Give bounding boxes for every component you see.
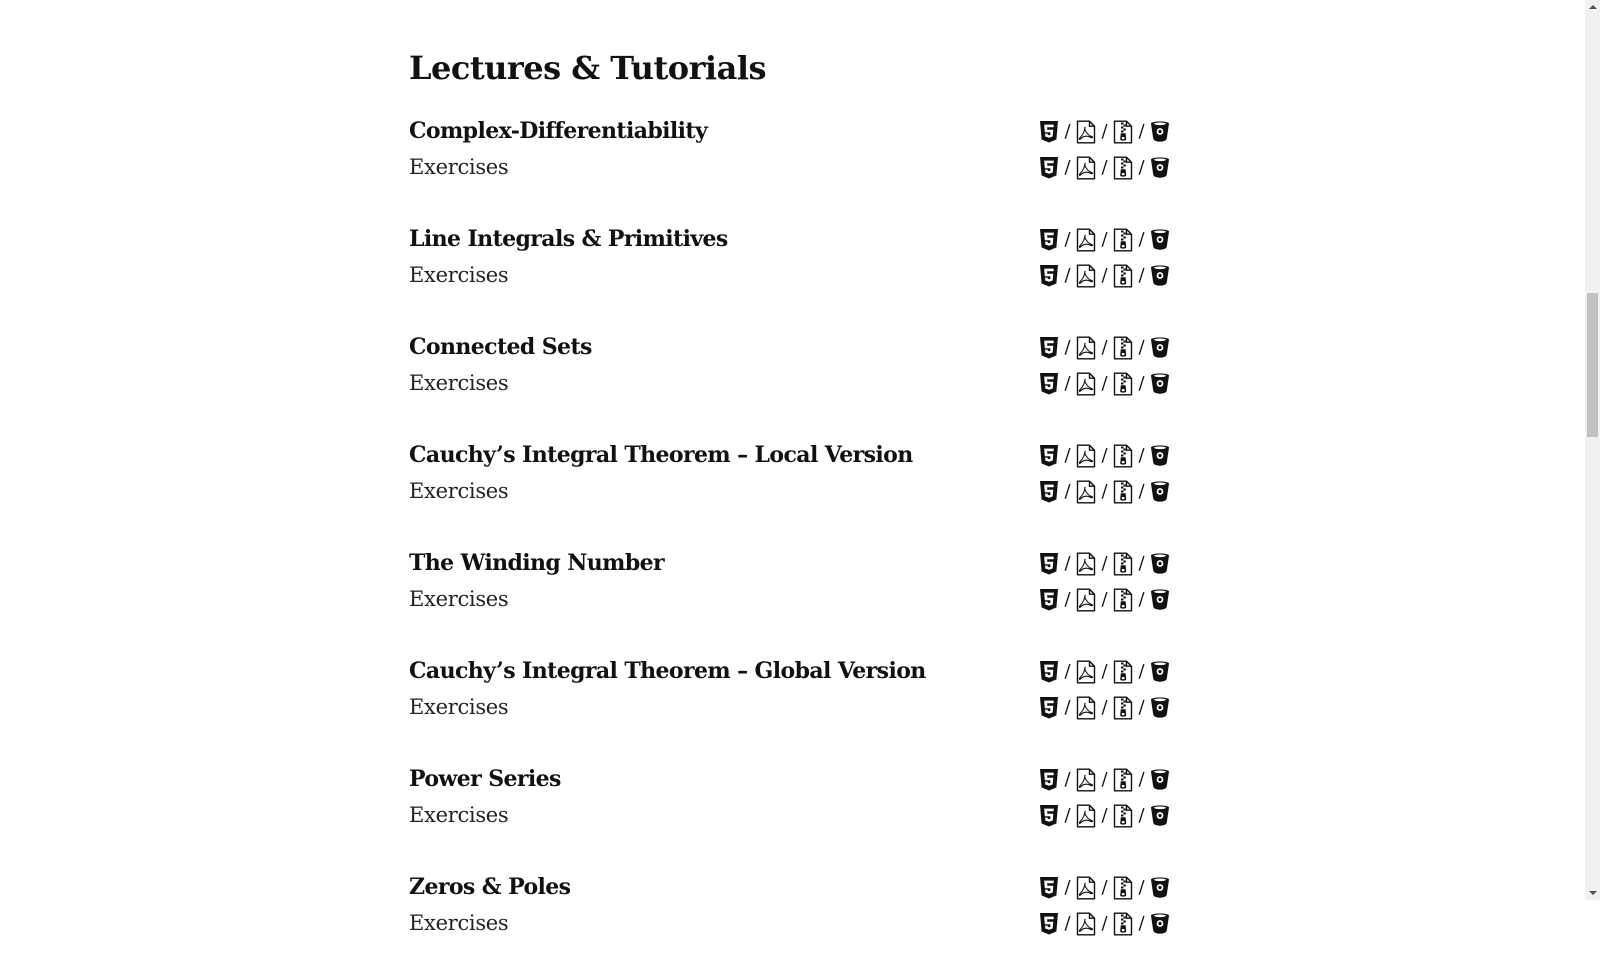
lecture-download-links [1038, 444, 1171, 468]
bitbucket-icon[interactable] [1149, 876, 1171, 900]
zip-archive-icon[interactable] [1112, 588, 1134, 612]
link-separator: / [1064, 445, 1071, 466]
link-separator: / [1138, 769, 1145, 790]
lecture-row [409, 653, 1174, 689]
exercises-link[interactable]: Exercises [409, 695, 509, 719]
link-separator: / [1101, 481, 1108, 502]
bitbucket-icon[interactable] [1149, 156, 1171, 180]
html5-icon[interactable] [1038, 264, 1060, 288]
lecture-title: Power Series [409, 766, 561, 792]
link-separator: / [1064, 913, 1071, 934]
zip-archive-icon[interactable] [1112, 912, 1134, 936]
bitbucket-icon[interactable] [1149, 660, 1171, 684]
html5-icon[interactable] [1038, 912, 1060, 936]
link-separator: / [1138, 157, 1145, 178]
lecture-entry [409, 329, 1174, 437]
html5-icon[interactable] [1038, 804, 1060, 828]
lecture-entry [409, 113, 1174, 221]
bitbucket-icon[interactable] [1149, 336, 1171, 360]
lecture-title: Cauchy’s Integral Theorem – Local Version [409, 442, 913, 468]
html5-icon[interactable] [1038, 588, 1060, 612]
lecture-title: Connected Sets [409, 334, 592, 360]
lecture-entry [409, 437, 1174, 545]
exercises-row [409, 689, 1174, 725]
zip-archive-icon[interactable] [1112, 120, 1134, 144]
pdf-file-icon[interactable] [1075, 552, 1097, 576]
link-separator: / [1064, 769, 1071, 790]
bitbucket-icon[interactable] [1149, 444, 1171, 468]
exercises-download-links [1038, 372, 1171, 396]
bitbucket-icon[interactable] [1149, 228, 1171, 252]
pdf-file-icon[interactable] [1075, 480, 1097, 504]
zip-archive-icon[interactable] [1112, 480, 1134, 504]
lecture-download-links [1038, 660, 1171, 684]
vertical-scrollbar[interactable] [1585, 0, 1600, 900]
lecture-row [409, 329, 1174, 365]
exercises-link[interactable]: Exercises [409, 371, 509, 395]
lecture-list [409, 113, 1174, 977]
link-separator: / [1138, 121, 1145, 142]
link-separator: / [1064, 121, 1071, 142]
zip-archive-icon[interactable] [1112, 336, 1134, 360]
link-separator: / [1138, 445, 1145, 466]
exercises-link[interactable]: Exercises [409, 479, 509, 503]
exercises-download-links [1038, 588, 1171, 612]
exercises-row [409, 365, 1174, 401]
link-separator: / [1064, 229, 1071, 250]
lecture-download-links [1038, 228, 1171, 252]
lecture-row [409, 761, 1174, 797]
scroll-up-arrow-icon[interactable] [1585, 0, 1600, 15]
link-separator: / [1064, 877, 1071, 898]
lecture-entry [409, 869, 1174, 977]
link-separator: / [1101, 157, 1108, 178]
exercises-row [409, 581, 1174, 617]
pdf-file-icon[interactable] [1075, 804, 1097, 828]
bitbucket-icon[interactable] [1149, 804, 1171, 828]
bitbucket-icon[interactable] [1149, 588, 1171, 612]
lecture-download-links [1038, 552, 1171, 576]
lecture-entry [409, 761, 1174, 869]
exercises-link[interactable]: Exercises [409, 263, 509, 287]
link-separator: / [1064, 805, 1071, 826]
pdf-file-icon[interactable] [1075, 444, 1097, 468]
exercises-row [409, 797, 1174, 833]
link-separator: / [1138, 661, 1145, 682]
pdf-file-icon[interactable] [1075, 228, 1097, 252]
link-separator: / [1101, 877, 1108, 898]
link-separator: / [1138, 229, 1145, 250]
link-separator: / [1064, 337, 1071, 358]
zip-archive-icon[interactable] [1112, 228, 1134, 252]
link-separator: / [1138, 481, 1145, 502]
link-separator: / [1101, 121, 1108, 142]
exercises-link[interactable]: Exercises [409, 803, 509, 827]
zip-archive-icon[interactable] [1112, 696, 1134, 720]
zip-archive-icon[interactable] [1112, 804, 1134, 828]
zip-archive-icon[interactable] [1112, 552, 1134, 576]
html5-icon[interactable] [1038, 660, 1060, 684]
exercises-download-links [1038, 912, 1171, 936]
link-separator: / [1064, 697, 1071, 718]
link-separator: / [1101, 589, 1108, 610]
section-heading: Lectures & Tutorials [409, 49, 766, 87]
link-separator: / [1064, 661, 1071, 682]
lecture-title: Cauchy’s Integral Theorem – Global Version [409, 658, 926, 684]
link-separator: / [1101, 337, 1108, 358]
zip-archive-icon[interactable] [1112, 660, 1134, 684]
lecture-row [409, 221, 1174, 257]
zip-archive-icon[interactable] [1112, 372, 1134, 396]
lecture-row [409, 545, 1174, 581]
link-separator: / [1101, 697, 1108, 718]
link-separator: / [1101, 553, 1108, 574]
link-separator: / [1138, 589, 1145, 610]
exercises-row [409, 905, 1174, 941]
bitbucket-icon[interactable] [1149, 696, 1171, 720]
bitbucket-icon[interactable] [1149, 120, 1171, 144]
link-separator: / [1064, 265, 1071, 286]
lecture-download-links [1038, 120, 1171, 144]
link-separator: / [1101, 265, 1108, 286]
html5-icon[interactable] [1038, 552, 1060, 576]
lecture-title: The Winding Number [409, 550, 665, 576]
lecture-row [409, 113, 1174, 149]
exercises-row [409, 149, 1174, 185]
link-separator: / [1138, 337, 1145, 358]
exercises-row [409, 257, 1174, 293]
exercises-download-links [1038, 804, 1171, 828]
html5-icon[interactable] [1038, 228, 1060, 252]
zip-archive-icon[interactable] [1112, 444, 1134, 468]
lecture-title: Complex-Differentiability [409, 118, 708, 144]
pdf-file-icon[interactable] [1075, 588, 1097, 612]
bitbucket-icon[interactable] [1149, 264, 1171, 288]
lecture-download-links [1038, 876, 1171, 900]
pdf-file-icon[interactable] [1075, 768, 1097, 792]
link-separator: / [1138, 805, 1145, 826]
link-separator: / [1138, 697, 1145, 718]
exercises-download-links [1038, 696, 1171, 720]
exercises-link[interactable]: Exercises [409, 155, 509, 179]
link-separator: / [1138, 877, 1145, 898]
bitbucket-icon[interactable] [1149, 480, 1171, 504]
link-separator: / [1101, 805, 1108, 826]
exercises-download-links [1038, 264, 1171, 288]
bitbucket-icon[interactable] [1149, 768, 1171, 792]
lecture-download-links [1038, 336, 1171, 360]
zip-archive-icon[interactable] [1112, 876, 1134, 900]
link-separator: / [1138, 553, 1145, 574]
link-separator: / [1101, 445, 1108, 466]
lecture-entry [409, 221, 1174, 329]
link-separator: / [1064, 373, 1071, 394]
lecture-entry [409, 653, 1174, 761]
html5-icon[interactable] [1038, 696, 1060, 720]
link-separator: / [1064, 481, 1071, 502]
html5-icon[interactable] [1038, 336, 1060, 360]
html5-icon[interactable] [1038, 444, 1060, 468]
link-separator: / [1064, 589, 1071, 610]
lecture-download-links [1038, 768, 1171, 792]
lecture-entry [409, 545, 1174, 653]
html5-icon[interactable] [1038, 120, 1060, 144]
link-separator: / [1064, 157, 1071, 178]
lecture-title: Zeros & Poles [409, 874, 571, 900]
html5-icon[interactable] [1038, 876, 1060, 900]
exercises-link[interactable]: Exercises [409, 911, 509, 935]
html5-icon[interactable] [1038, 768, 1060, 792]
exercises-row [409, 473, 1174, 509]
pdf-file-icon[interactable] [1075, 876, 1097, 900]
pdf-file-icon[interactable] [1075, 120, 1097, 144]
pdf-file-icon[interactable] [1075, 660, 1097, 684]
zip-archive-icon[interactable] [1112, 264, 1134, 288]
scrollbar-thumb[interactable] [1587, 293, 1598, 437]
pdf-file-icon[interactable] [1075, 912, 1097, 936]
exercises-download-links [1038, 480, 1171, 504]
link-separator: / [1138, 913, 1145, 934]
html5-icon[interactable] [1038, 480, 1060, 504]
link-separator: / [1064, 553, 1071, 574]
exercises-link[interactable]: Exercises [409, 587, 509, 611]
pdf-file-icon[interactable] [1075, 696, 1097, 720]
lecture-row [409, 437, 1174, 473]
link-separator: / [1101, 913, 1108, 934]
lecture-row [409, 869, 1174, 905]
lecture-title: Line Integrals & Primitives [409, 226, 728, 252]
html5-icon[interactable] [1038, 372, 1060, 396]
exercises-download-links [1038, 156, 1171, 180]
pdf-file-icon[interactable] [1075, 156, 1097, 180]
link-separator: / [1138, 373, 1145, 394]
bitbucket-icon[interactable] [1149, 912, 1171, 936]
link-separator: / [1101, 373, 1108, 394]
pdf-file-icon[interactable] [1075, 372, 1097, 396]
link-separator: / [1138, 265, 1145, 286]
zip-archive-icon[interactable] [1112, 768, 1134, 792]
link-separator: / [1101, 769, 1108, 790]
page-content [409, 40, 1174, 935]
bitbucket-icon[interactable] [1149, 552, 1171, 576]
bitbucket-icon[interactable] [1149, 372, 1171, 396]
pdf-file-icon[interactable] [1075, 336, 1097, 360]
html5-icon[interactable] [1038, 156, 1060, 180]
zip-archive-icon[interactable] [1112, 156, 1134, 180]
pdf-file-icon[interactable] [1075, 264, 1097, 288]
link-separator: / [1101, 661, 1108, 682]
scroll-down-arrow-icon[interactable] [1585, 885, 1600, 900]
link-separator: / [1101, 229, 1108, 250]
